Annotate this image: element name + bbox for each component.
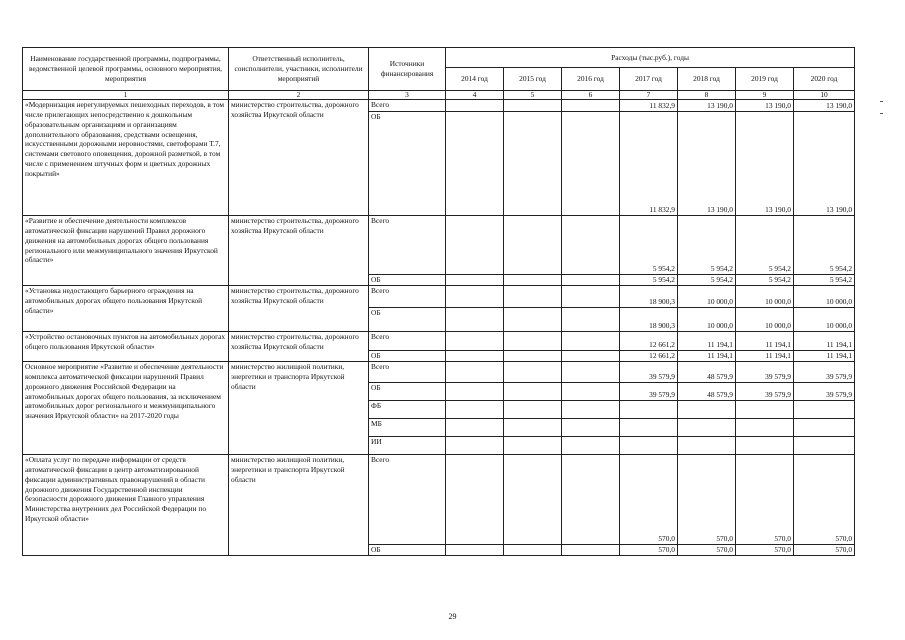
expense-value	[446, 100, 504, 112]
margin-mark	[880, 101, 883, 102]
activity-name: «Развитие и обеспечение деятельности комплексов автоматической фиксации нарушений Правил дорожного движения на автомобильных дорогах общего пользования регионального или межмуниципального значения Иркутской области»	[23, 216, 229, 286]
expense-value: 39 579,9	[620, 383, 678, 401]
expense-value: 5 954,2	[736, 216, 794, 275]
expense-value: 39 579,9	[736, 362, 794, 383]
expense-value	[446, 112, 504, 216]
header-year: 2016 год	[562, 68, 620, 91]
expense-value	[504, 100, 562, 112]
expense-value: 13 190,0	[736, 112, 794, 216]
expense-value: 12 661,2	[620, 332, 678, 351]
expense-value: 10 000,0	[794, 286, 855, 308]
expense-value	[446, 419, 504, 437]
expense-value	[504, 383, 562, 401]
expense-value: 11 194,1	[678, 332, 736, 351]
header-year: 2018 год	[678, 68, 736, 91]
expense-value	[794, 437, 855, 455]
expense-value	[562, 362, 620, 383]
expense-value: 11 194,1	[736, 351, 794, 362]
header-column-number: 8	[678, 91, 736, 100]
expense-value	[446, 401, 504, 419]
expense-value: 13 190,0	[794, 100, 855, 112]
page-number: 29	[448, 612, 457, 621]
expense-value	[562, 545, 620, 556]
expense-value: 48 579,9	[678, 383, 736, 401]
funding-source: Всего	[369, 216, 446, 275]
header-year: 2014 год	[446, 68, 504, 91]
executor-name: министерство строительства, дорожного хозяйства Иркутской области	[229, 332, 369, 362]
expense-value	[446, 362, 504, 383]
expense-value: 5 954,2	[620, 216, 678, 275]
expense-value	[446, 383, 504, 401]
funding-source: ОБ	[369, 308, 446, 332]
expense-value: 13 190,0	[678, 100, 736, 112]
activity-name: «Установка недостающего барьерного ограждения на автомобильных дорогах общего пользования Иркутской области»	[23, 286, 229, 332]
funding-source: ОБ	[369, 383, 446, 401]
header-column-number: 9	[736, 91, 794, 100]
funding-source: ОБ	[369, 545, 446, 556]
expense-value	[678, 437, 736, 455]
funding-source: Всего	[369, 455, 446, 545]
expense-value	[504, 362, 562, 383]
expense-value	[736, 419, 794, 437]
executor-name: министерство строительства, дорожного хозяйства Иркутской области	[229, 286, 369, 332]
expense-value: 11 832,9	[620, 100, 678, 112]
activity-name: «Оплата услуг по передаче информации от средств автоматической фиксации в центр автоматизированной фиксации административных правонарушений в области дорожного движения Государственной инспекции безопасности дорожного движения Главного управления Министерства внутренних дел Российской Федерации по Иркутской области»	[23, 455, 229, 556]
expense-value: 39 579,9	[736, 383, 794, 401]
expense-value	[504, 275, 562, 286]
header-column-number: 6	[562, 91, 620, 100]
expense-value	[678, 419, 736, 437]
header-source-column: Источники финансирования	[369, 48, 446, 91]
header-column-number: 4	[446, 91, 504, 100]
margin-mark	[880, 113, 883, 114]
table-row	[23, 455, 855, 545]
header-year: 2020 год	[794, 68, 855, 91]
expense-value	[446, 455, 504, 545]
expense-value: 11 194,1	[678, 351, 736, 362]
expense-value: 5 954,2	[794, 216, 855, 275]
expense-value: 570,0	[620, 545, 678, 556]
expense-value	[736, 401, 794, 419]
expense-value: 5 954,2	[794, 275, 855, 286]
expense-value: 5 954,2	[678, 216, 736, 275]
expense-value	[562, 455, 620, 545]
header-year: 2015 год	[504, 68, 562, 91]
header-column-number: 1	[23, 91, 229, 100]
expense-value: 12 661,2	[620, 351, 678, 362]
expense-value	[446, 332, 504, 351]
expense-value	[504, 437, 562, 455]
funding-source: Всего	[369, 100, 446, 112]
table-row	[23, 332, 855, 351]
expense-value	[562, 112, 620, 216]
funding-source: ОБ	[369, 112, 446, 216]
funding-source: Всего	[369, 332, 446, 351]
expense-value: 13 190,0	[736, 100, 794, 112]
header-column-number: 3	[369, 91, 446, 100]
expense-value	[504, 401, 562, 419]
expense-value	[446, 286, 504, 308]
expense-value	[504, 308, 562, 332]
header-column-number: 5	[504, 91, 562, 100]
expense-value	[678, 401, 736, 419]
expense-value	[562, 308, 620, 332]
expense-value	[504, 455, 562, 545]
expense-value	[562, 383, 620, 401]
activity-name: Основное мероприятие «Развитие и обеспечение деятельности комплекса автоматической фиксации нарушений Правил дорожного движения Российской Федерации на автомобильных дорогах общего пользования, за исключением автомобильных дорог регионального и межмуниципального значения Иркутской области» на 2017-2020 годы	[23, 362, 229, 455]
expense-value: 48 579,9	[678, 362, 736, 383]
header-column-number: 7	[620, 91, 678, 100]
header-year: 2019 год	[736, 68, 794, 91]
expense-value	[620, 401, 678, 419]
expense-value	[562, 419, 620, 437]
header-name-column: Наименование государственной программы, подпрограммы, ведомственной целевой программы, основного мероприятия, мероприятия	[23, 48, 229, 91]
funding-source: ФБ	[369, 401, 446, 419]
table-row	[23, 216, 855, 275]
expense-value	[562, 351, 620, 362]
funding-source: ОБ	[369, 275, 446, 286]
expense-value: 13 190,0	[794, 112, 855, 216]
expense-value	[504, 332, 562, 351]
expense-value	[446, 351, 504, 362]
funding-source: Всего	[369, 286, 446, 308]
activity-name: «Модернизация нерегулируемых пешеходных переходов, в том числе прилегающих непосредственно к дошкольным образовательным организациям и организациям дополнительного образования, средствами освещения, искусственными дорожными неровностями, светофорами Т.7, системами светового оповещения, дорожной разметкой, в том числе с применением штучных форм и цветных дорожных покрытий»	[23, 100, 229, 216]
funding-source: МБ	[369, 419, 446, 437]
expense-value: 10 000,0	[794, 308, 855, 332]
expense-value	[562, 275, 620, 286]
expense-value: 10 000,0	[678, 308, 736, 332]
expense-value: 570,0	[678, 455, 736, 545]
expense-value: 39 579,9	[620, 362, 678, 383]
expense-value: 39 579,9	[794, 383, 855, 401]
expense-value	[504, 112, 562, 216]
expense-value	[446, 216, 504, 275]
header-expenses: Расходы (тыс.руб.), годы	[446, 48, 855, 68]
expense-value: 570,0	[678, 545, 736, 556]
header-year: 2017 год	[620, 68, 678, 91]
expense-value: 13 190,0	[678, 112, 736, 216]
expense-value	[504, 286, 562, 308]
expense-value	[562, 437, 620, 455]
expense-value	[504, 351, 562, 362]
expense-value: 10 000,0	[678, 286, 736, 308]
expense-value	[620, 419, 678, 437]
header-column-number: 10	[794, 91, 855, 100]
executor-name: министерство жилищной политики, энергетики и транспорта Иркутской области	[229, 455, 369, 556]
expense-value: 18 900,3	[620, 308, 678, 332]
expense-value: 11 194,1	[736, 332, 794, 351]
expense-value	[446, 308, 504, 332]
expense-value: 570,0	[736, 545, 794, 556]
table-row	[23, 362, 855, 383]
expense-value: 18 900,3	[620, 286, 678, 308]
expense-value	[794, 401, 855, 419]
expense-value	[562, 100, 620, 112]
table-row	[23, 286, 855, 308]
expense-value	[446, 545, 504, 556]
expense-value: 5 954,2	[736, 275, 794, 286]
expenses-table	[22, 47, 855, 556]
expense-value: 5 954,2	[678, 275, 736, 286]
table-row	[23, 100, 855, 112]
expense-value	[504, 545, 562, 556]
executor-name: министерство строительства, дорожного хозяйства Иркутской области	[229, 216, 369, 286]
expense-value	[504, 419, 562, 437]
expense-value: 11 194,1	[794, 351, 855, 362]
expense-value	[562, 401, 620, 419]
executor-name: министерство жилищной политики, энергетики и транспорта Иркутской области	[229, 362, 369, 455]
expense-value: 10 000,0	[736, 308, 794, 332]
expense-value: 570,0	[620, 455, 678, 545]
expense-value	[446, 275, 504, 286]
expense-value	[736, 437, 794, 455]
header-executor-column: Ответственный исполнитель, соисполнители, участники, исполнители мероприятий	[229, 48, 369, 91]
expense-value	[562, 286, 620, 308]
funding-source: ОБ	[369, 351, 446, 362]
expense-value: 570,0	[736, 455, 794, 545]
expense-value: 10 000,0	[736, 286, 794, 308]
expense-value: 5 954,2	[620, 275, 678, 286]
expense-value	[620, 437, 678, 455]
funding-source: Всего	[369, 362, 446, 383]
expense-value: 570,0	[794, 455, 855, 545]
expense-value	[562, 216, 620, 275]
expense-value: 11 194,1	[794, 332, 855, 351]
expense-value	[794, 419, 855, 437]
executor-name: министерство строительства, дорожного хозяйства Иркутской области	[229, 100, 369, 216]
expense-value: 39 579,9	[794, 362, 855, 383]
funding-source: ИИ	[369, 437, 446, 455]
activity-name: «Устройство остановочных пунктов на автомобильных дорогах общего пользования Иркутской области»	[23, 332, 229, 362]
header-column-number: 2	[229, 91, 369, 100]
expense-value	[562, 332, 620, 351]
expense-value	[446, 437, 504, 455]
expense-value: 570,0	[794, 545, 855, 556]
expense-value: 11 832,9	[620, 112, 678, 216]
expense-value	[504, 216, 562, 275]
